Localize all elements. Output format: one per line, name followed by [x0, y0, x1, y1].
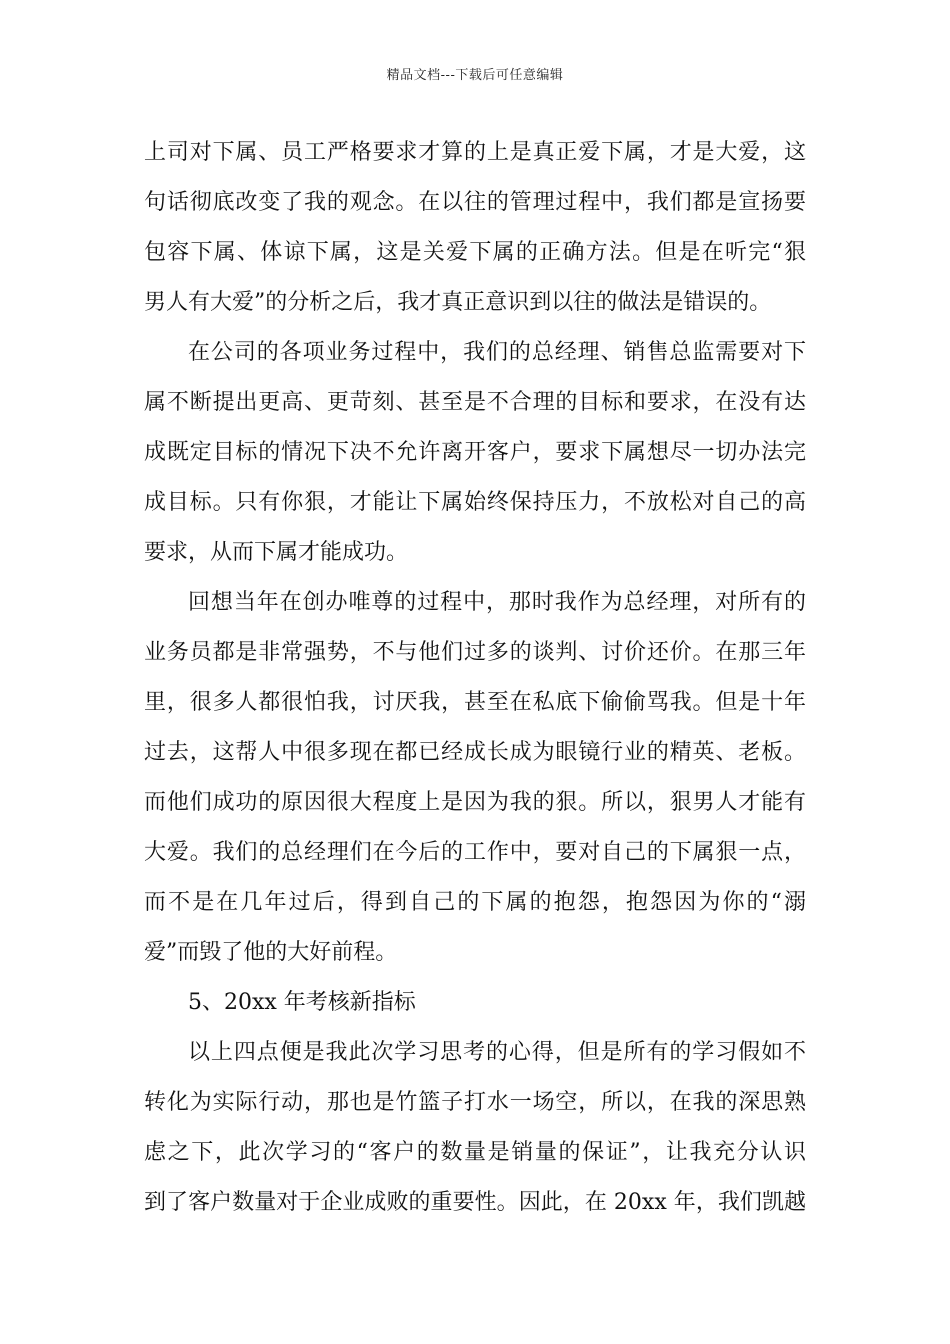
text-line: 上司对下属、员工严格要求才算的上是真正爱下属，才是大爱，这 — [144, 140, 806, 165]
text-line: 业务员都是非常强势，不与他们过多的谈判、讨价还价。在那三年 — [144, 640, 806, 665]
text-line: 男人有大爱”的分析之后，我才真正意识到以往的做法是错误的。 — [144, 290, 772, 315]
page-header: 精品文档---下载后可任意编辑 — [386, 68, 564, 83]
text-line: 以上四点便是我此次学习思考的心得，但是所有的学习假如不 — [188, 1040, 806, 1065]
text-line: 爱”而毁了他的大好前程。 — [144, 940, 398, 965]
text-line: 成既定目标的情况下决不允许离开客户，要求下属想尽一切办法完 — [144, 440, 806, 465]
text-line: 回想当年在创办唯尊的过程中，那时我作为总经理，对所有的 — [188, 590, 806, 615]
text-line: 成目标。只有你狠，才能让下属始终保持压力，不放松对自己的高 — [144, 490, 806, 515]
text-line: 句话彻底改变了我的观念。在以往的管理过程中，我们都是宣扬要 — [144, 190, 806, 215]
text-line: 要求，从而下属才能成功。 — [144, 540, 409, 565]
text-line: 里，很多人都很怕我，讨厌我，甚至在私底下偷偷骂我。但是十年 — [144, 690, 806, 715]
text-line: 在公司的各项业务过程中，我们的总经理、销售总监需要对下 — [188, 340, 806, 365]
text-line: 过去，这帮人中很多现在都已经成长成为眼镜行业的精英、老板。 — [144, 740, 806, 765]
text-line: 转化为实际行动，那也是竹篮子打水一场空，所以，在我的深思熟 — [144, 1090, 806, 1115]
text-line: 5、20xx 年考核新指标 — [188, 990, 416, 1015]
text-line: 到了客户数量对于企业成败的重要性。因此，在 20xx 年，我们凯越 — [144, 1190, 806, 1215]
text-line: 而他们成功的原因很大程度上是因为我的狠。所以，狠男人才能有 — [144, 790, 806, 815]
document-body — [144, 134, 806, 1234]
text-line: 虑之下，此次学习的“客户的数量是销量的保证”，让我充分认识 — [144, 1140, 806, 1165]
text-line: 而不是在几年过后，得到自己的下属的抱怨，抱怨因为你的“溺 — [144, 890, 806, 915]
text-line: 大爱。我们的总经理们在今后的工作中，要对自己的下属狠一点， — [144, 840, 806, 865]
text-line: 属不断提出更高、更苛刻、甚至是不合理的目标和要求，在没有达 — [144, 390, 806, 415]
text-line: 包容下属、体谅下属，这是关爱下属的正确方法。但是在听完“狠 — [144, 240, 806, 265]
